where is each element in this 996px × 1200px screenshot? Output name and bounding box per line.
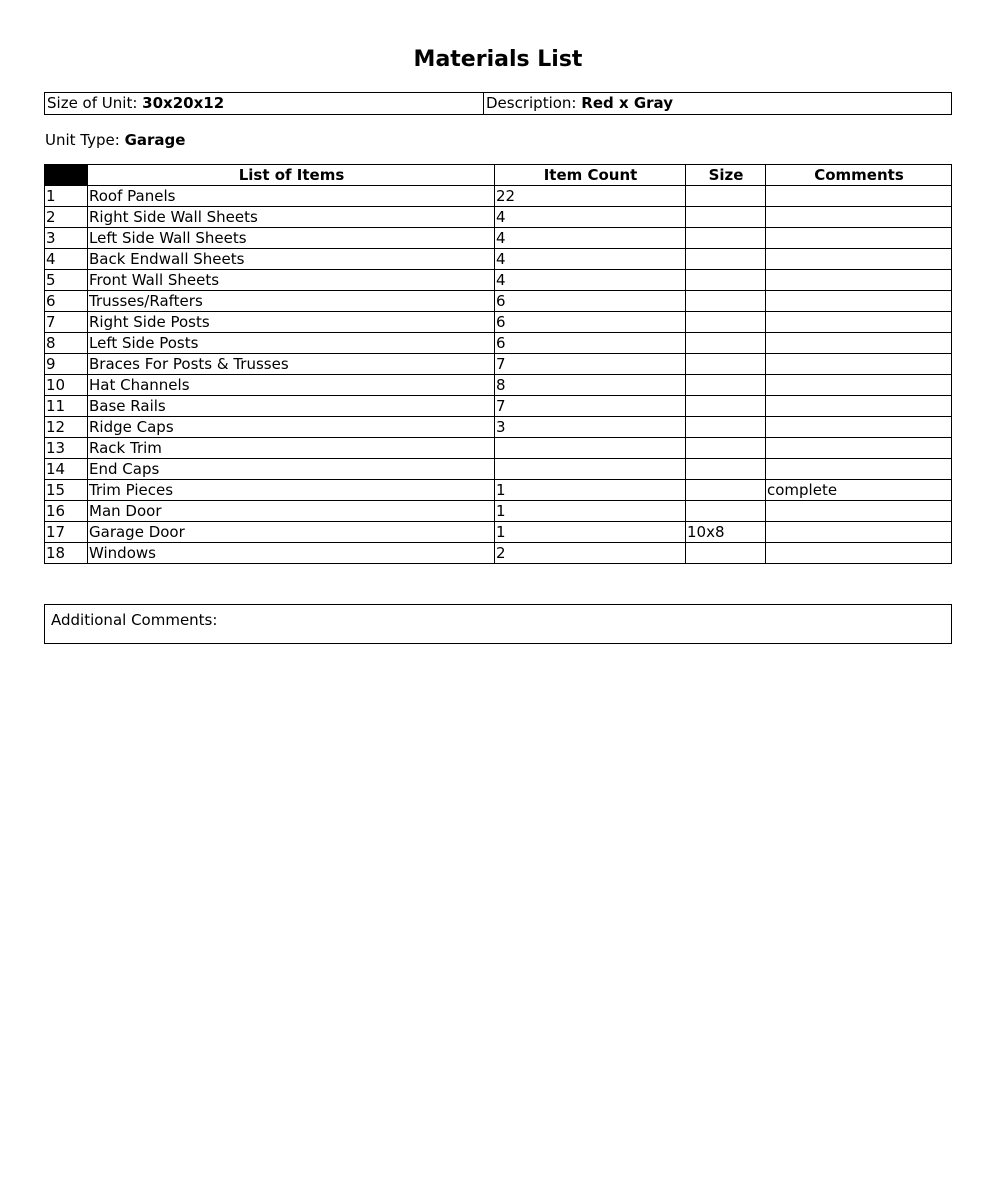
item-count: 6 bbox=[495, 333, 686, 354]
item-size bbox=[686, 480, 766, 501]
item-size bbox=[686, 270, 766, 291]
row-number: 11 bbox=[45, 396, 88, 417]
item-count: 6 bbox=[495, 312, 686, 333]
item-size bbox=[686, 312, 766, 333]
row-number: 15 bbox=[45, 480, 88, 501]
row-number: 13 bbox=[45, 438, 88, 459]
table-row bbox=[45, 270, 952, 291]
table-row bbox=[45, 354, 952, 375]
table-row bbox=[45, 207, 952, 228]
table-row bbox=[45, 312, 952, 333]
unit-type-label: Unit Type: bbox=[45, 131, 125, 149]
item-name: Left Side Posts bbox=[88, 333, 495, 354]
row-number: 17 bbox=[45, 522, 88, 543]
row-number: 6 bbox=[45, 291, 88, 312]
item-comments bbox=[766, 270, 952, 291]
item-size bbox=[686, 459, 766, 480]
item-count bbox=[495, 438, 686, 459]
item-name: Braces For Posts & Trusses bbox=[88, 354, 495, 375]
description-value: Red x Gray bbox=[581, 94, 673, 112]
item-count: 8 bbox=[495, 375, 686, 396]
table-row bbox=[45, 522, 952, 543]
row-number: 12 bbox=[45, 417, 88, 438]
row-number: 8 bbox=[45, 333, 88, 354]
item-comments bbox=[766, 207, 952, 228]
table-row bbox=[45, 291, 952, 312]
item-count: 1 bbox=[495, 501, 686, 522]
item-size bbox=[686, 207, 766, 228]
item-size bbox=[686, 228, 766, 249]
item-comments bbox=[766, 312, 952, 333]
header-list-of-items: List of Items bbox=[88, 165, 495, 186]
item-size bbox=[686, 375, 766, 396]
materials-table bbox=[44, 164, 952, 564]
item-name: Hat Channels bbox=[88, 375, 495, 396]
item-count: 22 bbox=[495, 186, 686, 207]
item-count: 2 bbox=[495, 543, 686, 564]
unit-type-value: Garage bbox=[124, 131, 186, 149]
item-size bbox=[686, 438, 766, 459]
additional-comments-box bbox=[44, 604, 952, 644]
row-number: 14 bbox=[45, 459, 88, 480]
table-row bbox=[45, 186, 952, 207]
row-number: 5 bbox=[45, 270, 88, 291]
item-name: Base Rails bbox=[88, 396, 495, 417]
item-name: Right Side Wall Sheets bbox=[88, 207, 495, 228]
item-size bbox=[686, 291, 766, 312]
item-comments bbox=[766, 186, 952, 207]
unit-size-label: Size of Unit: bbox=[47, 94, 143, 112]
item-size bbox=[686, 186, 766, 207]
item-count: 7 bbox=[495, 396, 686, 417]
item-count: 4 bbox=[495, 207, 686, 228]
item-size bbox=[686, 396, 766, 417]
item-size bbox=[686, 333, 766, 354]
item-count: 1 bbox=[495, 522, 686, 543]
table-row bbox=[45, 396, 952, 417]
table-row bbox=[45, 333, 952, 354]
item-count: 7 bbox=[495, 354, 686, 375]
item-comments bbox=[766, 438, 952, 459]
item-name: Man Door bbox=[88, 501, 495, 522]
item-name: Windows bbox=[88, 543, 495, 564]
item-size bbox=[686, 354, 766, 375]
header-comments: Comments bbox=[766, 165, 952, 186]
row-number: 10 bbox=[45, 375, 88, 396]
row-number: 7 bbox=[45, 312, 88, 333]
unit-type bbox=[45, 130, 185, 150]
item-comments bbox=[766, 522, 952, 543]
table-row bbox=[45, 480, 952, 501]
table-header-row bbox=[45, 165, 952, 186]
row-number: 3 bbox=[45, 228, 88, 249]
item-comments bbox=[766, 501, 952, 522]
header-size: Size bbox=[686, 165, 766, 186]
item-count: 4 bbox=[495, 270, 686, 291]
item-comments bbox=[766, 417, 952, 438]
item-size: 10x8 bbox=[686, 522, 766, 543]
item-name: Back Endwall Sheets bbox=[88, 249, 495, 270]
item-count bbox=[495, 459, 686, 480]
item-name: Ridge Caps bbox=[88, 417, 495, 438]
item-name: Rack Trim bbox=[88, 438, 495, 459]
table-row bbox=[45, 228, 952, 249]
item-name: End Caps bbox=[88, 459, 495, 480]
item-name: Garage Door bbox=[88, 522, 495, 543]
item-count: 6 bbox=[495, 291, 686, 312]
row-number: 4 bbox=[45, 249, 88, 270]
item-comments bbox=[766, 354, 952, 375]
page-title: Materials List bbox=[413, 47, 583, 72]
table-row bbox=[45, 375, 952, 396]
item-size bbox=[686, 543, 766, 564]
item-comments bbox=[766, 249, 952, 270]
table-row bbox=[45, 501, 952, 522]
row-number: 16 bbox=[45, 501, 88, 522]
description-label: Description: bbox=[486, 94, 582, 112]
item-name: Right Side Posts bbox=[88, 312, 495, 333]
table-row bbox=[45, 459, 952, 480]
item-size bbox=[686, 501, 766, 522]
item-count: 3 bbox=[495, 417, 686, 438]
item-comments bbox=[766, 459, 952, 480]
item-name: Trusses/Rafters bbox=[88, 291, 495, 312]
item-name: Front Wall Sheets bbox=[88, 270, 495, 291]
additional-comments-label: Additional Comments: bbox=[51, 611, 218, 629]
row-number: 2 bbox=[45, 207, 88, 228]
table-row bbox=[45, 417, 952, 438]
header-item-count: Item Count bbox=[495, 165, 686, 186]
item-count: 4 bbox=[495, 249, 686, 270]
item-comments bbox=[766, 228, 952, 249]
description-cell bbox=[484, 93, 951, 114]
item-comments bbox=[766, 543, 952, 564]
header-number-cell bbox=[45, 165, 88, 186]
unit-info-box bbox=[44, 92, 952, 115]
item-comments: complete bbox=[766, 480, 952, 501]
item-count: 4 bbox=[495, 228, 686, 249]
item-comments bbox=[766, 375, 952, 396]
unit-size-value: 30x20x12 bbox=[142, 94, 225, 112]
table-row bbox=[45, 249, 952, 270]
item-size bbox=[686, 249, 766, 270]
item-comments bbox=[766, 396, 952, 417]
table-row bbox=[45, 543, 952, 564]
unit-size-cell bbox=[45, 93, 484, 114]
item-name: Left Side Wall Sheets bbox=[88, 228, 495, 249]
row-number: 9 bbox=[45, 354, 88, 375]
item-comments bbox=[766, 291, 952, 312]
item-name: Roof Panels bbox=[88, 186, 495, 207]
table-row bbox=[45, 438, 952, 459]
item-count: 1 bbox=[495, 480, 686, 501]
row-number: 1 bbox=[45, 186, 88, 207]
item-comments bbox=[766, 333, 952, 354]
item-size bbox=[686, 417, 766, 438]
row-number: 18 bbox=[45, 543, 88, 564]
item-name: Trim Pieces bbox=[88, 480, 495, 501]
